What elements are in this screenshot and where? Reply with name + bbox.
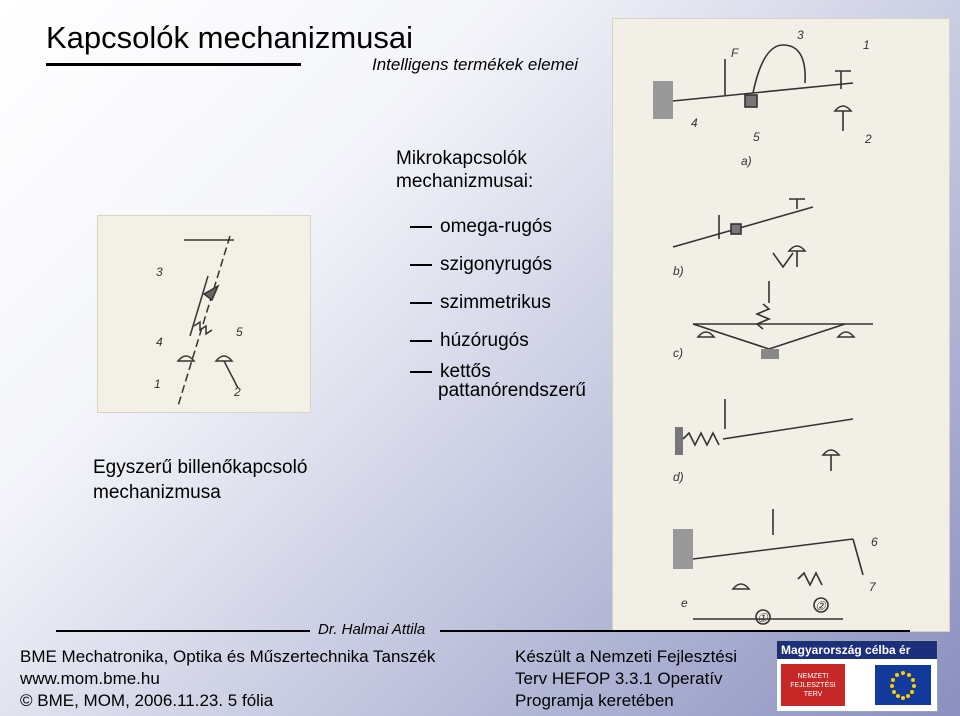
list-item-label: szimmetrikus	[440, 292, 551, 313]
rocker-label-1: 1	[154, 377, 161, 391]
slide-subtitle: Intelligens termékek elemei	[372, 55, 578, 74]
dash-marker	[410, 302, 432, 304]
caption-text: Egyszerű billenőkapcsoló mechanizmusa	[93, 457, 308, 503]
rocker-label-5: 5	[236, 325, 243, 339]
label-3: 3	[797, 28, 804, 42]
list-item	[410, 246, 586, 284]
dash-marker	[410, 371, 432, 373]
footer-institution	[20, 646, 435, 712]
nft-logo	[781, 664, 845, 706]
eu-stars-icon	[875, 665, 931, 705]
slide-title: Kapcsolók mechanizmusai	[46, 20, 414, 55]
dash-marker	[410, 264, 432, 266]
list-item	[410, 360, 586, 384]
footer-funding	[515, 646, 737, 712]
rocker-label-4: 4	[156, 335, 163, 349]
department-text: BME Mechatronika, Optika és Műszertechnika Tanszék	[20, 647, 436, 666]
list-item-label: szigonyrugós	[440, 254, 552, 275]
label-e: e	[681, 596, 688, 610]
title-underline	[46, 63, 301, 66]
mechanisms-drawing	[613, 19, 949, 631]
label-4: 4	[691, 116, 698, 130]
list-item-label: húzórugós	[440, 330, 529, 351]
logo-band: Magyarország célba ér	[777, 641, 937, 659]
list-item-label: kettős	[440, 361, 491, 382]
label-2: 2	[865, 132, 872, 146]
list-item	[410, 208, 586, 246]
list-heading-text: Mikrokapcsolók mechanizmusai:	[396, 148, 534, 192]
funding-line-3: Programja keretében	[515, 691, 674, 710]
label-1: 1	[863, 38, 870, 52]
nft-logo-text: NEMZETI FEJLESZTÉSI TERV	[790, 672, 836, 698]
label-b: b)	[673, 264, 684, 278]
funding-line-2: Terv HEFOP 3.3.1 Operatív	[515, 669, 723, 688]
footer-rule-left	[56, 630, 310, 632]
label-7: 7	[869, 580, 876, 594]
label-5: 5	[753, 130, 760, 144]
list-item-label: omega-rugós	[440, 216, 552, 237]
microswitch-mechanisms-figure	[612, 18, 950, 632]
rocker-drawing	[98, 216, 310, 412]
label-circle-1: ①	[757, 611, 768, 625]
list-item	[410, 284, 586, 322]
list-heading	[396, 147, 566, 193]
copyright-text: © BME, MOM, 2006.11.23. 5 fólia	[20, 691, 274, 710]
list-item	[410, 322, 586, 360]
rocker-switch-figure	[97, 215, 311, 413]
funding-line-1: Készült a Nemzeti Fejlesztési	[515, 647, 738, 666]
label-circle-2: ②	[815, 599, 826, 613]
footer-rule-right	[440, 630, 910, 632]
dash-marker	[410, 340, 432, 342]
funding-logo	[776, 640, 938, 712]
eu-flag-icon	[875, 665, 931, 705]
mechanism-list	[410, 208, 586, 402]
label-d: d)	[673, 470, 684, 484]
label-a: a)	[741, 154, 752, 168]
figure-caption	[93, 455, 343, 505]
label-c: c)	[673, 346, 683, 360]
rocker-label-3: 3	[156, 265, 163, 279]
label-6: 6	[871, 535, 878, 549]
rocker-label-2: 2	[234, 385, 241, 399]
website-link[interactable]: www.mom.bme.hu	[20, 669, 160, 688]
dash-marker	[410, 226, 432, 228]
author-name: Dr. Halmai Attila	[318, 621, 426, 638]
list-item-continuation: pattanórendszerű	[438, 380, 586, 401]
label-F: F	[731, 46, 739, 60]
